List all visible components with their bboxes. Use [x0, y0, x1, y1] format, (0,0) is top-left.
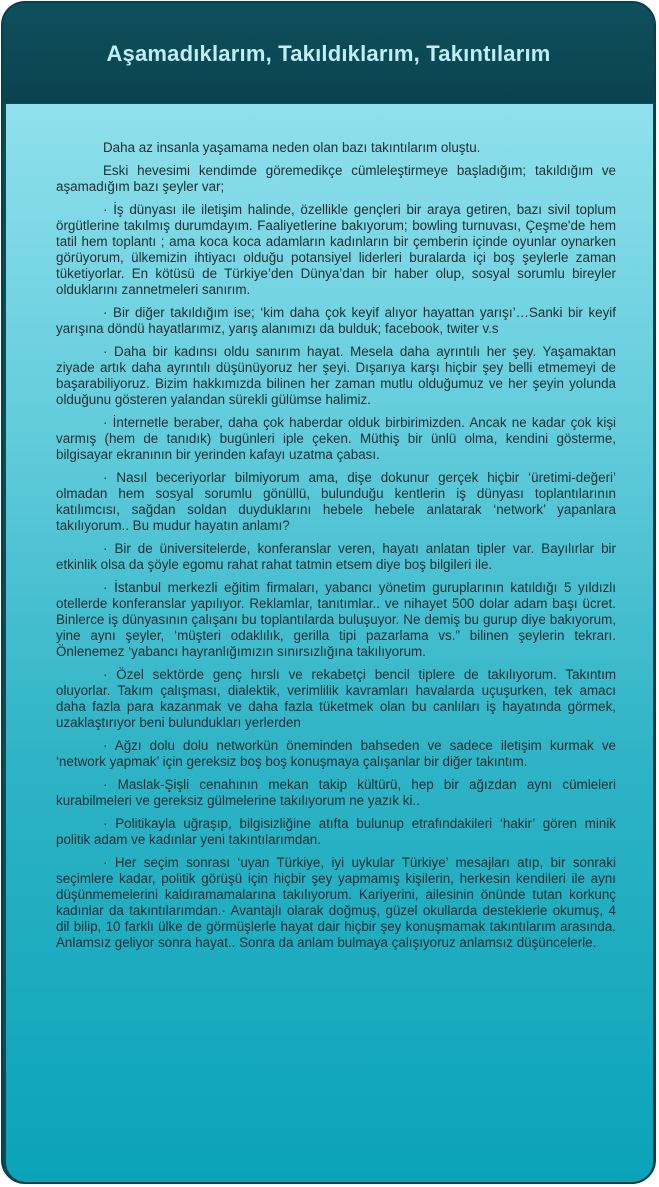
- paragraph: · Bir diğer takıldığım ise; ‘kim daha çok keyif alıyor hayattan yarışı’…Sanki bir keyif yarışına döndü hayatlarımız, yarış alanımızı da bulduk; facebook, twiter v.s: [56, 305, 616, 336]
- paragraph: · Nasıl beceriyorlar bilmiyorum ama, dişe dokunur gerçek hiçbir ‘üretimi-değeri’ olmadan hem sosyal sorumlu gönüllü, bulunduğu kentlerin iş dünyası toplantılarının katılımcısı, sağdan soldan duyduklarını hebele hebele anlatarak ‘network’ yapanlara takılıyorum.. Bu mudur hayatın anlamı?: [56, 470, 616, 533]
- paragraph: · Bir de üniversitelerde, konferanslar veren, hayatı anlatan tipler var. Bayılırlar bir etkinlik olsa da şöyle egomu rahat rahat tatmin etsem diye boş bilgileri ile.: [56, 541, 616, 572]
- paragraph: Daha az insanla yaşamama neden olan bazı takıntılarım oluştu.: [103, 140, 481, 155]
- paragraph: · İş dünyası ile iletişim halinde, özellikle gençleri bir araya getiren, bazı sivil toplum örgütlerine takılmış durumdayım. Faaliyetlerine bakıyorum; bowling turnuvası, Çeşme'de hem tatil hem toplantı ; ama koca koca adamların kadınların bir çemberin içinde oyunlar oynarken görüyorum, ülkemizin ihtiyacı olduğu potansiyel liderleri buralarda içi boş şeylerle zaman tüketiyorlar. En kötüsü de Türkiye’den Dünya’dan bir haber olup, sosyal sorumlu bireyler olduklarını zannetmeleri sanırım.: [56, 202, 616, 297]
- paragraph: Eski hevesimi kendimde göremedikçe cümleleştirmeye başladığım; takıldığım ve aşamadığım bazı şeyler var;: [56, 163, 616, 194]
- content-panel: [6, 104, 653, 1182]
- paragraph: · Politikayla uğraşıp, bilgisizliğine atıfta bulunup etrafındakileri ‘hakir’ gören minik politik adam ve kadınlar yeni takıntılarımdan.: [56, 816, 616, 847]
- header-bar: [3, 3, 654, 103]
- paragraph: · Maslak-Şişli cenahının mekan takip kültürü, hep bir ağızdan aynı cümleleri kurabilmeleri ve gereksiz gülmelerine takılıyorum ne yazık ki..: [56, 777, 616, 808]
- paragraph: · Ağzı dolu dolu networkün öneminden bahseden ve sadece iletişim kurmak ve ‘network yapmak’ için gereksiz boş boş konuşmaya çalışanlar bir diğer takıntım.: [56, 738, 616, 769]
- page-title: Aşamadıklarım, Takıldıklarım, Takıntılarım: [106, 41, 551, 66]
- article-frame: [1, 1, 656, 1184]
- paragraph: · Daha bir kadınsı oldu sanırım hayat. Mesela daha ayrıntılı her şey. Yaşamaktan ziyade artık daha ayrıntılı düşünüyoruz her şeyi. Dışarıya karşı hiçbir şey belli etmemeyi de başarabiliyoruz. Bizim hakkımızda bilinen her zaman mutlu olduğumuz ve her şeyin yolunda olduğunu gösteren yalandan sürekli gülümse halimiz.: [56, 344, 616, 407]
- paragraph: · İnternetle beraber, daha çok haberdar olduk birbirimizden. Ancak ne kadar çok kişi varmış (hem de tanıdık) bugünleri iple çeken. Müthiş bir ünlü olma, kendini gösterme, bilgisayar ekranının bir yerinden kafayı uzatma çabası.: [56, 415, 616, 462]
- paragraph: · Her seçim sonrası ‘uyan Türkiye, iyi uykular Türkiye’ mesajları atıp, bir sonraki seçimlere kadar, politik görüşü için hiçbir şey yapmamış kişilerin, herkesin kendileri ile aynı düşünmemelerini kaldıramamalarına takılıyorum. Kariyerini, ailesinin önünde tutan korkunç kadınlar da takıntılarımdan.· Avantajlı olarak doğmuş, güzel okullarda desteklerle okumuş, 4 dil bilip, 10 farklı ülke de görmüşlerle hayat dair hiçbir şey konuşmamak takıntılarım arasında. Anlamsız geliyor sonra hayat.. Sonra da anlam bulmaya çalışıyoruz anlamsız düşüncelerle.: [56, 855, 616, 950]
- paragraph: · Özel sektörde genç hırslı ve rekabetçi bencil tiplere de takılıyorum. Takıntım oluyorlar. Takım çalışması, dialektik, verimlilik kavramları havalarda uçuşurken, tek amacı daha fazla para kazanmak ve daha fazla tüketmek olan bu canlıları iş hayatında görmek, uzaklaştırıyor beni bulundukları yerlerden: [56, 667, 616, 730]
- article-body: [56, 140, 616, 958]
- paragraph: · İstanbul merkezli eğitim firmaları, yabancı yönetim guruplarının katıldığı 5 yıldızlı otellerde konferanslar yapılıyor. Reklamlar, tanıtımlar.. ve nihayet 500 dolar adam başı ücret. Binlerce iş dünyasının çalışanı bu toplantılarda buluşuyor. Ne demiş bu gurup diye bakıyorum, yine aynı şeyler, ‘müşteri odaklılık, gerilla tipi pazarlama vs.” bilinen şeylerin tekrarı. Önlenemez ‘yabancı hayranlığımızın sınırsızlığına takılıyorum.: [56, 580, 616, 659]
